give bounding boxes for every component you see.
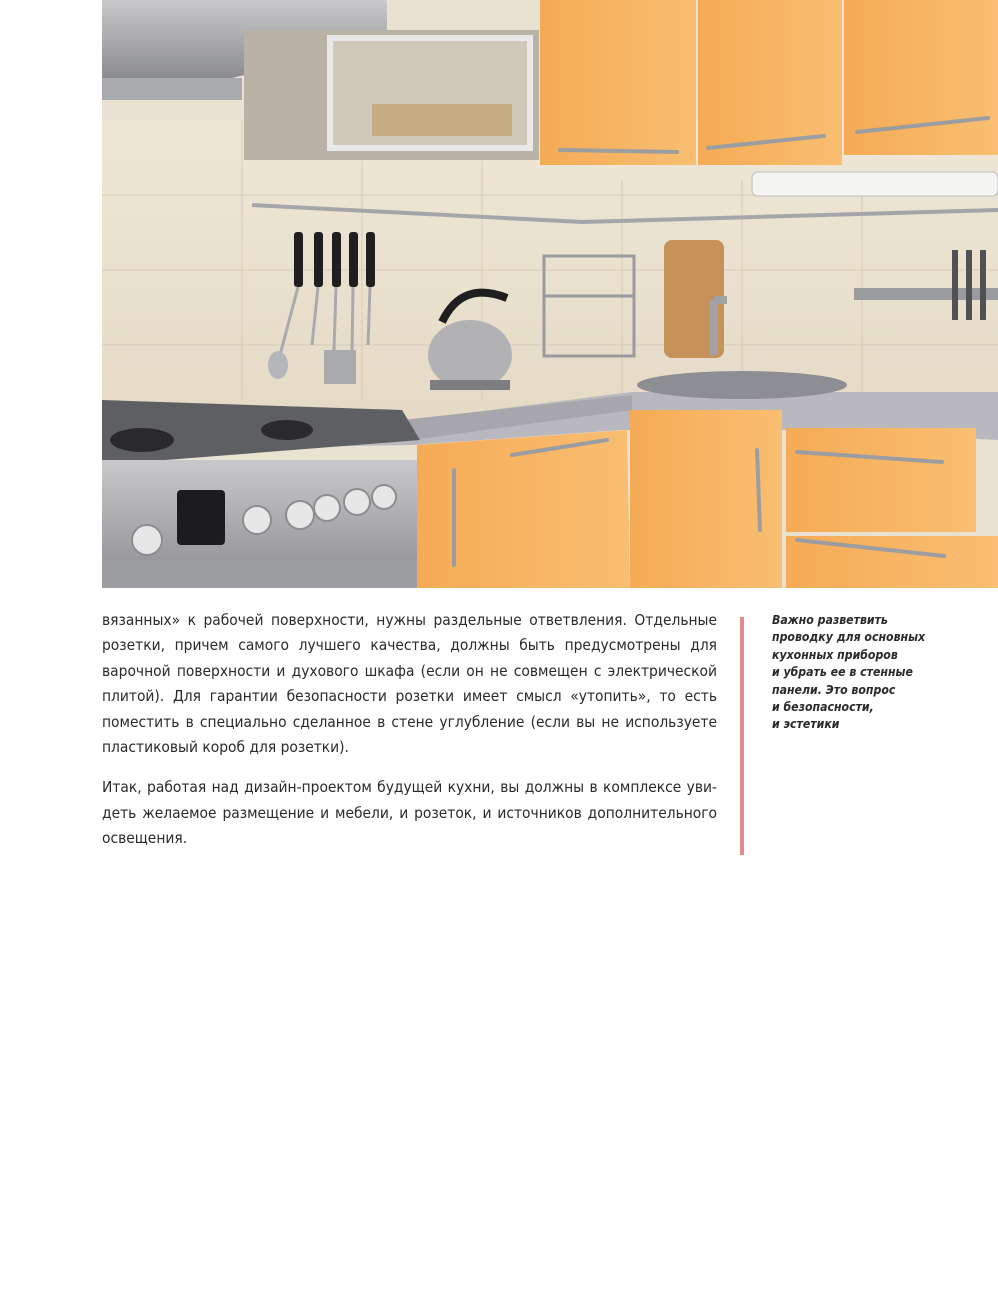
sidebar-callout-line: Важно разветвить — [772, 613, 888, 627]
sidebar-callout-line: проводку для основных — [772, 630, 926, 645]
sidebar-callout-line: и безопасности, — [772, 700, 874, 715]
article-body — [102, 608, 717, 867]
sidebar-callout-line: и эстетики — [772, 717, 840, 732]
sidebar-accent-rule — [740, 617, 744, 855]
kitchen-photo — [102, 0, 998, 588]
sidebar-callout-line: кухонных приборов — [772, 647, 898, 662]
sidebar-callout-line: панели. Это вопрос — [772, 682, 896, 697]
article-paragraph: вязанных» к рабочей поверхности, нужны раздельные ответвления. Отдельные розетки, причем самого лучшего качества, должны быть предусмотрены для варочной поверхности и духового шкафа (если он не совмещен с электрической плитой). Для гарантии безопасности розетки имеет смысл «утопить», то есть поместить в специально сделанное в стене углубление (если вы не используете пластиковый короб для розетки). — [102, 611, 717, 757]
sidebar-callout-line: и убрать ее в стенные — [772, 665, 913, 680]
article-paragraph: Итак, работая над дизайн-проектом будущей кухни, вы должны в комплексе уви-деть желаемое размещение и мебели, и розеток, и источников дополнительного освещения. — [102, 778, 717, 848]
sidebar-callout — [772, 612, 962, 734]
